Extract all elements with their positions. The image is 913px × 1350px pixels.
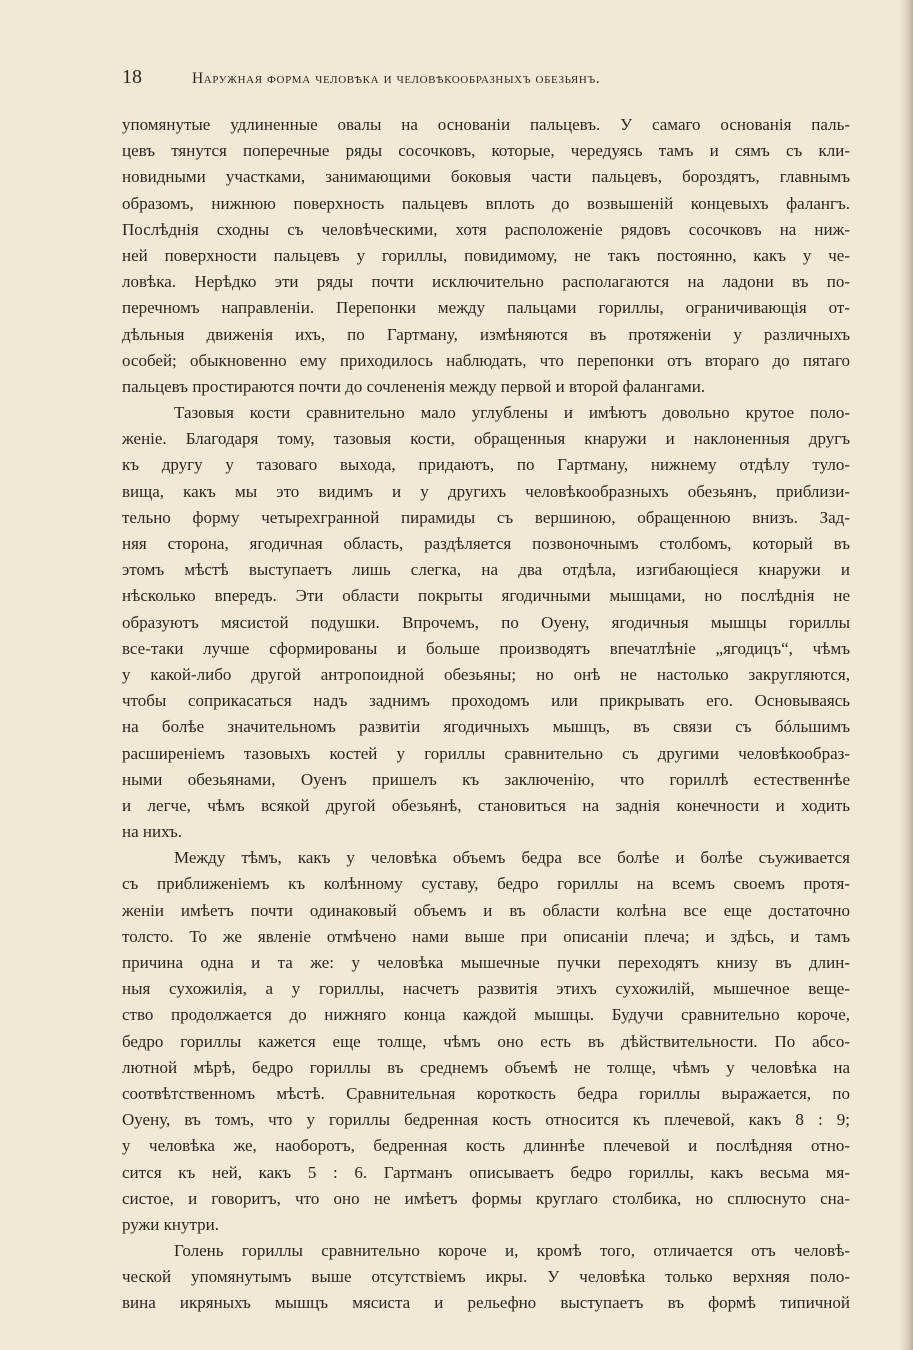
text-line: Голень гориллы сравнительно короче и, кромѣ того, отличается отъ человѣ- — [174, 1241, 850, 1261]
page-edge-shadow — [899, 0, 913, 1350]
text-line: вина икряныхъ мышцъ мясиста и рельефно выступаетъ въ формѣ типичной — [122, 1293, 850, 1313]
text-line: образуютъ мясистой подушки. Впрочемъ, по Оуену, ягодичныя мышцы гориллы — [122, 612, 850, 632]
paragraph — [122, 845, 850, 1238]
text-line: цевъ тянутся поперечные ряды сосочковъ, которые, чередуясь тамъ и сямъ съ кли- — [122, 141, 850, 161]
text-line: пальцевъ простираются почти до сочлененiя между первой и второй фалангами. — [122, 376, 706, 396]
text-line: няя сторона, ягодичная область, раздѣляется позвоночнымъ столбомъ, который въ — [122, 534, 850, 553]
text-line: Оуену, въ томъ, что у гориллы бедренная кость относится къ плечевой, какъ 8 : 9; — [122, 1110, 850, 1130]
text-line: расширенiемъ тазовыхъ костей у гориллы сравнительно съ другими человѣкообраз- — [122, 743, 850, 763]
text-line: съ приближенiемъ къ колѣнному суставу, бедро гориллы на всемъ своемъ протя- — [122, 874, 850, 894]
text-line: женiи имѣетъ почти одинаковый объемъ и въ области колѣна все еще достаточно — [122, 900, 850, 920]
text-line: ружи кнутри. — [122, 1214, 219, 1234]
text-line: ловѣка. Нерѣдко эти ряды почти исключительно располагаются на ладони въ по- — [122, 272, 850, 292]
text-line: нѣсколько впередъ. Эти области покрыты ягодичными мышцами, но послѣднiя не — [122, 586, 850, 606]
page-number: 18 — [122, 66, 142, 88]
text-line: упомянутые удлиненные овалы на основанiи пальцевъ. У самаго основанiя паль- — [122, 115, 850, 134]
text-line: у человѣка же, наоборотъ, бедренная кость длиннѣе плечевой и послѣдняя отно- — [122, 1136, 850, 1156]
text-line: Послѣднiя сходны съ человѣческими, хотя расположенiе рядовъ сосочковъ на ниж- — [122, 219, 850, 239]
text-line: перечномъ направленiи. Перепонки между пальцами гориллы, ограничивающiя от- — [122, 298, 850, 318]
text-line: тельно форму четырехгранной пирамиды съ вершиною, обращенною внизъ. Зад- — [122, 507, 850, 527]
text-line: этомъ мѣстѣ выступаетъ лишь слегка, на два отдѣла, изгибающiеся кнаружи и — [122, 560, 850, 580]
running-title: Наружная форма человѣка и человѣкообразныхъ обезьянъ. — [192, 70, 601, 87]
text-line: къ другу у тазоваго выхода, придаютъ, по Гартману, нижнему отдѣлу туло- — [122, 455, 850, 475]
text-line: на болѣе значительномъ развитiи ягодичныхъ мышцъ, въ связи съ бóльшимъ — [122, 717, 850, 737]
text-line: на нихъ. — [122, 822, 182, 842]
text-line: сится къ ней, какъ 5 : 6. Гартманъ описываетъ бедро гориллы, какъ весьма мя- — [122, 1162, 850, 1182]
text-line: бедро гориллы кажется еще толще, чѣмъ оно есть въ дѣйствительности. По абсо- — [122, 1031, 850, 1051]
text-line: соотвѣтственномъ мѣстѣ. Сравнительная короткость бедра гориллы выражается, по — [122, 1083, 850, 1103]
text-line: у какой-либо другой антропоидной обезьяны; но онѣ не настолько закругляются, — [122, 664, 850, 684]
text-line: все-таки лучше сформированы и больше производятъ впечатлѣнiе „ягодицъ“, чѣмъ — [122, 638, 850, 658]
text-line: Тазовыя кости сравнительно мало углублены и имѣютъ довольно крутое поло- — [174, 403, 850, 423]
text-line: ными обезьянами, Оуенъ пришелъ къ заключенiю, что гориллѣ естественнѣе — [122, 769, 850, 789]
text-line: дѣльныя движенiя ихъ, по Гартману, измѣняются въ протяженiи у различныхъ — [122, 324, 850, 344]
text-line: причина одна и та же: у человѣка мышечные пучки переходятъ книзу въ длин- — [122, 953, 850, 972]
paragraph — [122, 1238, 850, 1317]
body-text — [122, 112, 850, 1317]
text-line: ческой упомянутымъ выше отсутствiемъ икры. У человѣка только верхняя поло- — [122, 1267, 850, 1287]
text-line: толсто. То же явленiе отмѣчено нами выше при описанiи плеча; и здѣсь, и тамъ — [122, 926, 850, 946]
text-line: новидными участками, занимающими боковыя части пальцевъ, бороздятъ, главнымъ — [122, 167, 850, 187]
text-line: особей; обыкновенно ему приходилось наблюдать, что перепонки отъ втораго до пятаго — [122, 350, 850, 370]
text-line: Между тѣмъ, какъ у человѣка объемъ бедра все болѣе и болѣе съуживается — [174, 848, 850, 868]
paragraph — [122, 112, 850, 400]
text-line: женiе. Благодаря тому, тазовыя кости, обращенныя кнаружи и наклоненныя другъ — [122, 429, 850, 449]
text-line: вища, какъ мы это видимъ и у другихъ человѣкообразныхъ обезьянъ, приблизи- — [122, 481, 850, 501]
text-line: ныя сухожилiя, а у гориллы, насчетъ развитiя этихъ сухожилiй, мышечное веще- — [122, 979, 850, 999]
text-line: чтобы соприкасаться надъ заднимъ проходомъ или прикрывать его. Основываясь — [122, 691, 850, 711]
text-line: образомъ, нижнюю поверхность пальцевъ вплоть до возвышенiй концевыхъ фалангъ. — [122, 193, 850, 213]
text-line: систое, и говоритъ, что оно не имѣетъ формы круглаго столбика, но сплюснуто сна- — [122, 1188, 850, 1208]
text-line: ней поверхности пальцевъ у гориллы, повидимому, не такъ постоянно, какъ у че- — [122, 245, 850, 265]
text-line: лютной мѣрѣ, бедро гориллы въ среднемъ объемѣ не толще, чѣмъ у человѣка на — [122, 1057, 850, 1077]
text-line: и легче, чѣмъ всякой другой обезьянѣ, становиться на заднiя конечности и ходить — [122, 795, 850, 815]
page-header — [122, 66, 822, 96]
paragraph — [122, 400, 850, 845]
text-line: ство продолжается до нижняго конца каждой мышцы. Будучи сравнительно короче, — [122, 1005, 850, 1025]
